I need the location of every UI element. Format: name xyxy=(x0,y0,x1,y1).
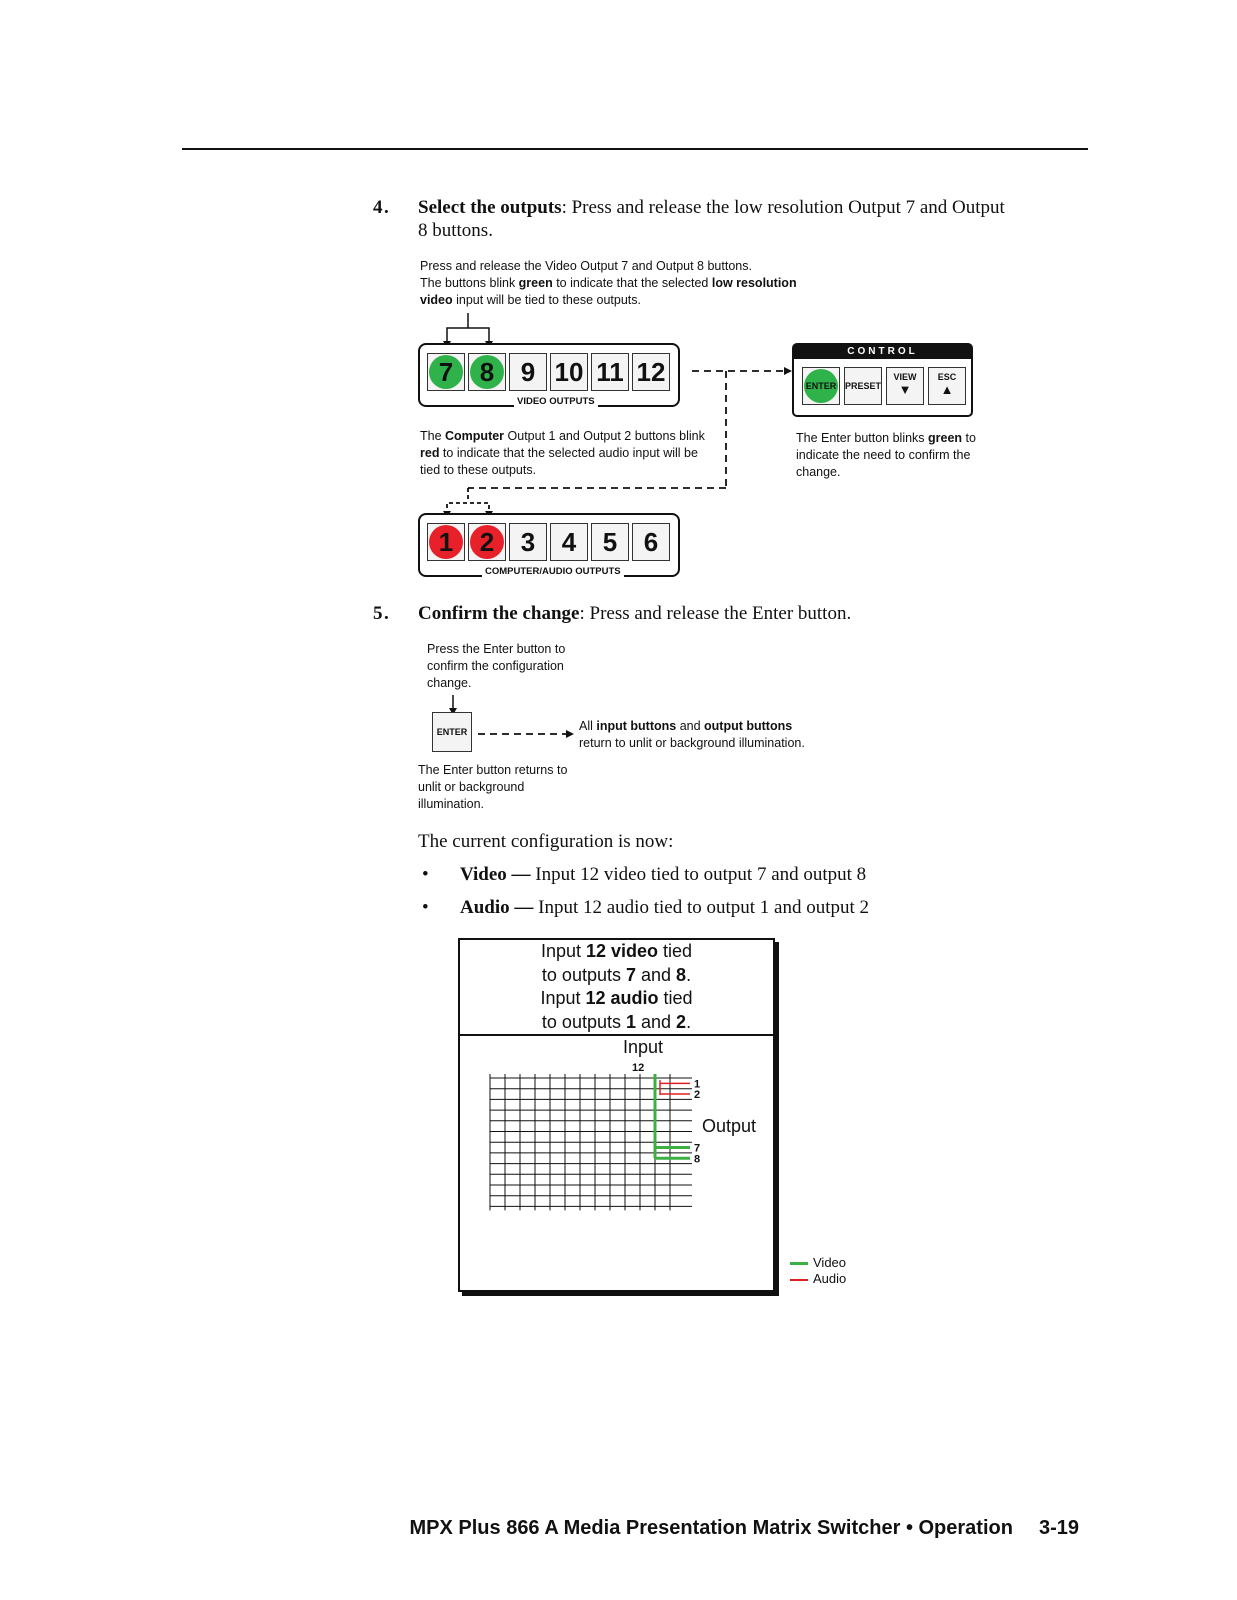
enter-button-standalone[interactable]: ENTER xyxy=(432,712,472,752)
control-panel xyxy=(792,343,973,417)
configuration-display xyxy=(458,938,775,1292)
enter-button[interactable]: ENTER xyxy=(802,367,840,405)
step-4: 4 . Select the outputs: Press and release the low resolution Output 7 and Output 8 buttons. xyxy=(373,196,1013,246)
step-number: 4 xyxy=(373,197,383,218)
step-5: 5 . Confirm the change: Press and release the Enter button. xyxy=(373,602,1013,628)
caption-enter-blinks: The Enter button blinks green to indicate the need to confirm the change. xyxy=(796,431,976,479)
page-footer xyxy=(410,1517,1080,1540)
caption-press-enter: Press the Enter button to confirm the configuration change. xyxy=(427,642,566,690)
video-outputs-label: VIDEO OUTPUTS xyxy=(514,396,598,407)
step-text: Confirm the change: Press and release the Enter button. xyxy=(418,603,852,624)
output-number-label: 8 xyxy=(694,1153,701,1166)
step-title: Select the outputs xyxy=(418,197,562,218)
video-output-12-button[interactable]: 12 xyxy=(632,353,670,391)
audio-output-1-button[interactable]: 1 xyxy=(427,523,465,561)
caption-computer-outputs: The Computer Output 1 and Output 2 buttons blink red to indicate that the selected audio input will be tied to these outputs. xyxy=(420,429,705,477)
audio-output-2-button[interactable]: 2 xyxy=(468,523,506,561)
control-title: CONTROL xyxy=(794,345,971,359)
page-number: 3-19 xyxy=(1038,1517,1079,1539)
view-button[interactable]: VIEW ▼ xyxy=(886,367,924,405)
esc-button[interactable]: ESC ▲ xyxy=(928,367,966,405)
footer-title: MPX Plus 866 A Media Presentation Matrix Switcher • Operation xyxy=(409,1517,1013,1539)
config-summary: Input 12 video tied to outputs 7 and 8. Input 12 audio tied to outputs 1 and 2. xyxy=(540,941,693,1032)
video-swatch xyxy=(790,1262,808,1265)
caption-enter-returns: The Enter button returns to unlit or background illumination. xyxy=(418,763,568,811)
step-number: 5 xyxy=(373,603,383,624)
audio-outputs-label: COMPUTER/AUDIO OUTPUTS xyxy=(482,566,624,577)
audio-outputs-panel xyxy=(418,513,680,577)
video-outputs-panel xyxy=(418,343,680,407)
output-label: Output xyxy=(702,1116,757,1136)
enter-arrows xyxy=(0,690,600,760)
config-intro: The current configuration is now: xyxy=(418,831,674,852)
step-text: Select the outputs: Press and release the low resolution Output 7 and Output 8 buttons. xyxy=(418,197,1005,241)
video-output-8-button[interactable]: 8 xyxy=(468,353,506,391)
matrix-grid xyxy=(460,940,773,1290)
caption-video-outputs: Press and release the Video Output 7 and Output 8 buttons. The buttons blink green to indicate that the selected low resolution video input will be tied to these outputs. xyxy=(420,259,797,307)
up-arrow-icon: ▲ xyxy=(940,382,954,397)
audio-output-6-button[interactable]: 6 xyxy=(632,523,670,561)
audio-output-5-button[interactable]: 5 xyxy=(591,523,629,561)
step-title: Confirm the change xyxy=(418,603,580,624)
output-number-label: 7 xyxy=(694,1142,701,1155)
input-label: Input xyxy=(623,1037,664,1057)
audio-output-3-button[interactable]: 3 xyxy=(509,523,547,561)
caption-all-buttons: All input buttons and output buttons return to unlit or background illumination. xyxy=(579,719,805,750)
output-number-label: 2 xyxy=(694,1089,701,1102)
input-number: 12 xyxy=(632,1062,645,1074)
output-number-label: 1 xyxy=(694,1078,701,1091)
video-output-11-button[interactable]: 11 xyxy=(591,353,629,391)
audio-output-4-button[interactable]: 4 xyxy=(550,523,588,561)
legend-video: Video xyxy=(790,1255,846,1270)
video-output-10-button[interactable]: 10 xyxy=(550,353,588,391)
legend-audio: Audio xyxy=(790,1271,846,1286)
audio-swatch xyxy=(790,1279,808,1281)
preset-button[interactable]: PRESET xyxy=(844,367,882,405)
video-output-9-button[interactable]: 9 xyxy=(509,353,547,391)
video-output-7-button[interactable]: 7 xyxy=(427,353,465,391)
down-arrow-icon: ▼ xyxy=(898,382,912,397)
